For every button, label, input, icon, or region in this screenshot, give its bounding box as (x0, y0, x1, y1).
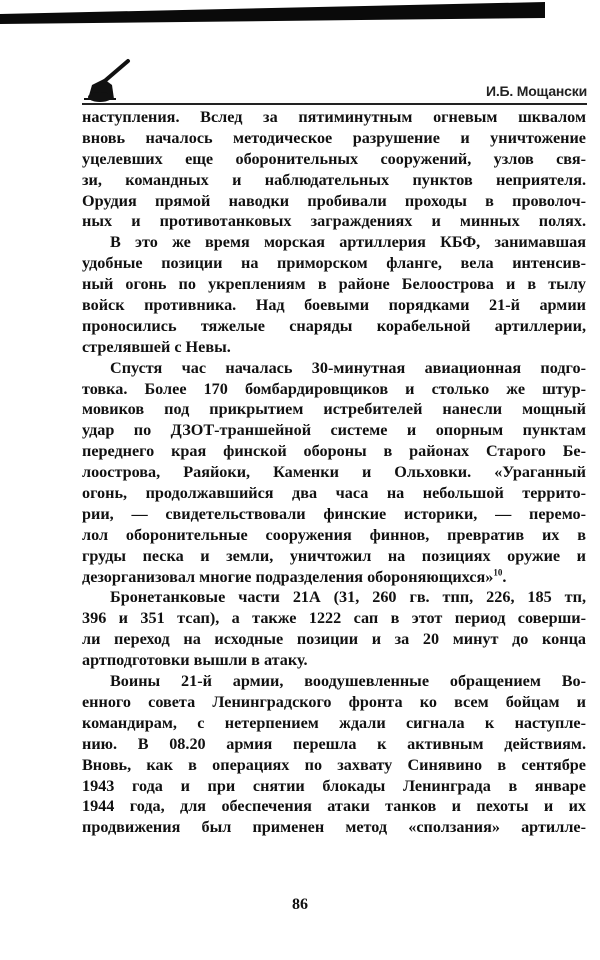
text-line (82, 817, 586, 838)
text-line (82, 441, 586, 462)
text-line (82, 316, 586, 337)
page-number: 86 (292, 896, 308, 913)
text-line (82, 587, 586, 608)
text-line-content: товка. Более 170 бомбардировщиков и столько же штур- (82, 379, 586, 398)
footnote-reference: 10 (493, 567, 503, 578)
text-line-content: уцелевших еще оборонительных сооружений, узлов свя- (82, 149, 586, 168)
text-line-content: Спустя час началась 30-минутная авиационная подго- (110, 358, 586, 377)
text-line (82, 608, 586, 629)
text-line (82, 629, 586, 650)
text-line-content: Вновь, как в операциях по захвату Синявино в сентябре (82, 755, 586, 774)
top-black-bar (0, 0, 600, 30)
text-line (82, 755, 586, 776)
text-line (82, 149, 586, 170)
text-line-content: Бронетанковые части 21А (31, 260 гв. тпп, 226, 185 тп, (110, 588, 586, 607)
text-line (82, 546, 586, 567)
text-line-content: продвижения был применен метод «сползания» артилле- (82, 818, 586, 837)
text-line-content: переднего края финской обороны в районах Старого Бе- (82, 442, 586, 461)
text-line (82, 128, 586, 149)
text-line (82, 170, 586, 191)
text-line (82, 692, 586, 713)
text-line-content: огонь, продолжавшийся два часа на небольшой террито- (82, 484, 586, 503)
text-line-content: ных и противотанковых заграждениях и минных полях. (82, 212, 586, 231)
text-line (82, 107, 586, 128)
text-line-content: удобные позиции на приморском фланге, вела интенсив- (82, 254, 586, 273)
text-line (82, 358, 586, 379)
text-line (82, 462, 586, 483)
page-body-text (82, 107, 586, 838)
text-line-content: рии, — свидетельствовали финские историки, — перемо- (82, 504, 586, 523)
text-line-content: енного совета Ленинградского фронта ко всем бойцам и (82, 692, 586, 711)
text-line-content: лоострова, Раяйоки, Каменки и Ольховки. «Ураганный (82, 463, 586, 482)
text-line (82, 671, 586, 692)
text-line (82, 650, 586, 671)
text-line (82, 776, 586, 797)
running-header (82, 55, 587, 105)
text-line (82, 399, 586, 420)
text-line (82, 337, 586, 358)
text-line (82, 420, 586, 441)
text-line-content: мовиков под прикрытием истребителей нанесли мощный (82, 400, 586, 419)
text-line (82, 504, 586, 525)
text-line (82, 253, 586, 274)
text-line-content: артподготовки вышли в атаку. (82, 651, 308, 670)
text-line-content: зи, командных и наблюдательных пунктов неприятеля. (82, 170, 586, 189)
text-line (82, 379, 586, 400)
text-line-content: вновь началось методическое разрушение и уничтожение (82, 128, 586, 147)
text-line-content: груды песка и земли, уничтожил на позициях оружие и (82, 546, 586, 565)
text-line (82, 191, 586, 212)
text-line (82, 525, 586, 546)
text-line-content: ный огонь по укреплениям в районе Белоострова и в тылу (82, 275, 586, 294)
text-line-content: Орудия прямой наводки пробивали проходы в проволоч- (82, 191, 586, 210)
text-line (82, 232, 586, 253)
text-line (82, 567, 586, 588)
author-name: И.Б. Мощански (485, 83, 587, 99)
text-line-content: лол оборонительные сооружения финнов, превратив их в (82, 525, 586, 544)
text-line-content: 396 и 351 тсап), а также 1222 сап в этот период соверши- (82, 609, 586, 628)
text-line-content: В это же время морская артиллерия КБФ, занимавшая (110, 233, 586, 252)
text-line (82, 274, 586, 295)
text-line (82, 796, 586, 817)
text-line-content: 1943 года и при снятии блокады Ленинграда в январе (82, 776, 586, 795)
artillery-gun-icon (82, 55, 142, 103)
text-line-content: Воины 21-й армии, воодушевленные обращением Во- (110, 672, 586, 691)
text-line-punctuation: . (502, 567, 507, 586)
text-line-content: стрелявшей с Невы. (82, 337, 231, 356)
text-line (82, 483, 586, 504)
text-line-content: наступления. Вслед за пятиминутным огневым шквалом (82, 108, 586, 126)
text-line-content: ли переход на исходные позиции и за 20 минут до конца (82, 630, 586, 649)
text-line-content: нию. В 08.20 армия перешла к активным действиям. (82, 734, 586, 753)
text-line-content: 1944 года, для обеспечения атаки танков и пехоты и их (82, 797, 586, 816)
text-line (82, 295, 586, 316)
text-line-content: дезорганизовал многие подразделения обороняющихся» (82, 567, 494, 586)
text-line (82, 211, 586, 232)
text-line (82, 713, 586, 734)
text-line (82, 734, 586, 755)
text-line-content: войск противника. Над боевыми порядками 21-й армии (82, 296, 586, 315)
text-line-content: командирам, с нетерпением ждали сигнала к наступле- (82, 713, 586, 732)
text-line-content: удар по ДЗОТ-траншейной системе и опорным пунктам (82, 421, 586, 440)
text-line-content: проносились тяжелые снаряды корабельной артиллерии, (82, 316, 586, 335)
